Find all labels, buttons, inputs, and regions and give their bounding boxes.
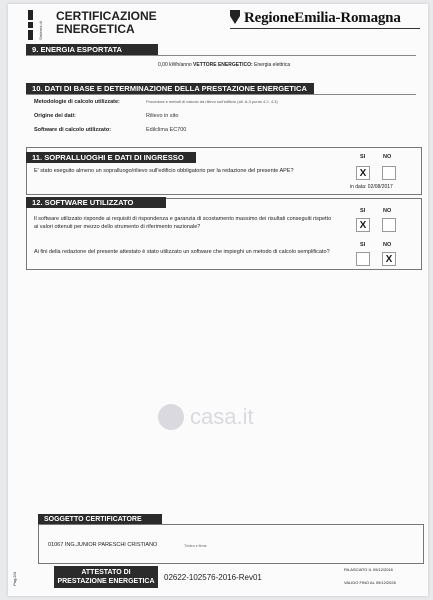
simplified-yes-checkbox[interactable] [356, 252, 370, 266]
section-9-rule [26, 55, 416, 56]
region-name: RegioneEmilia-Romagna [244, 10, 401, 26]
simplified-method-question: Ai fini della redazione del presente attestato è stato utilizzato un software che impieghi un metodo di calcolo semplificato? [34, 249, 330, 255]
section-11-header: 11. SOPRALLUOGHI E DATI DI INGRESSO [26, 152, 196, 163]
valid-label: VALIDO FINO AL [344, 580, 375, 585]
data-origin-value: Rilievo in sito [146, 113, 179, 119]
data-origin-label: Origine dei dati: [34, 113, 76, 119]
no-column-label-12a: NO [383, 208, 392, 214]
method-label: Metodologie di calcolo utilizzate: [34, 99, 120, 105]
stamp-signature-label: Timbro e firma [184, 544, 207, 548]
casa-logo-icon [158, 404, 184, 430]
issued-date [344, 567, 393, 572]
document-page [8, 4, 428, 596]
attestato-label [54, 566, 158, 588]
simplified-no-checkbox[interactable]: X [382, 252, 396, 266]
casa-watermark [158, 404, 254, 430]
vector-label: VETTORE ENERGETICO: [193, 62, 253, 68]
section-12-header: 12. SOFTWARE UTILIZZATO [26, 197, 166, 208]
si-column-label-12a: SI [360, 208, 366, 214]
section-10-rule [26, 94, 416, 95]
sace-logo-icon [28, 10, 46, 40]
title-line-1: CERTIFICAZIONE [56, 9, 157, 23]
software-compliance-question: Il software utilizzato risponde ai requisiti di rispondenza e garanzia di scostamento massimo dei risultati conseguiti rispetto ai valori ottenuti per mezzo dello strumento di riferimento nazionale? [34, 216, 332, 230]
inspection-no-checkbox[interactable] [382, 166, 396, 180]
software-value: Edilclima EC700 [146, 127, 187, 133]
section-9-header: 9. ENERGIA ESPORTATA [26, 44, 158, 55]
energy-amount: 0,00 kWh/anno [158, 62, 192, 68]
si-column-label-12b: SI [360, 242, 366, 248]
section-10-header: 10. DATI DI BASE E DETERMINAZIONE DELLA PRESTAZIONE ENERGETICA [26, 83, 314, 94]
certifier-header: SOGGETTO CERTIFICATORE [38, 514, 162, 525]
attestato-line-1: ATTESTATO DI [81, 569, 131, 576]
title-line-2: ENERGETICA [56, 22, 135, 36]
certification-title [56, 10, 157, 36]
attestato-line-2: PRESTAZIONE ENERGETICA [57, 578, 155, 585]
compliance-yes-checkbox[interactable]: X [356, 218, 370, 232]
valid-until-date [344, 580, 396, 585]
region-emblem-icon [230, 10, 240, 24]
inspection-yes-checkbox[interactable]: X [356, 166, 370, 180]
method-value: Procedura e metodi di calcolo da rilievo sull'edificio (all. A-3 punto 4.2, 4.3) [146, 99, 278, 104]
no-column-label-12b: NO [383, 242, 392, 248]
valid-value: 09/12/2026 [375, 580, 396, 585]
exported-energy-value [158, 62, 290, 68]
no-column-label: NO [383, 154, 392, 160]
date-value: 02/08/2017 [367, 184, 393, 190]
region-underline [230, 28, 420, 29]
inspection-date [350, 184, 393, 190]
attestato-code: 02622-102576-2016-Rev01 [164, 573, 262, 582]
inspection-question: E' stato eseguito almeno un sopralluogo/rilievo sull'edificio obbligatorio per la redazione del presente APE? [34, 168, 294, 174]
certifier-name: 01067 ING.JUNIOR PARESCHI CRISTIANO [48, 542, 158, 548]
si-column-label: SI [360, 154, 366, 160]
logo-caption: Sistema di [38, 21, 43, 40]
date-label: in data: [350, 184, 367, 190]
watermark-text: casa.it [190, 404, 254, 429]
compliance-no-checkbox[interactable] [382, 218, 396, 232]
software-label: Software di calcolo utilizzato: [34, 127, 112, 133]
page-number: Pag.2/4 [12, 572, 17, 586]
vector-value: Energia elettrica [254, 62, 291, 68]
issued-label: RILASCIATO IL [344, 567, 372, 572]
issued-value: 09/12/2016 [372, 567, 393, 572]
